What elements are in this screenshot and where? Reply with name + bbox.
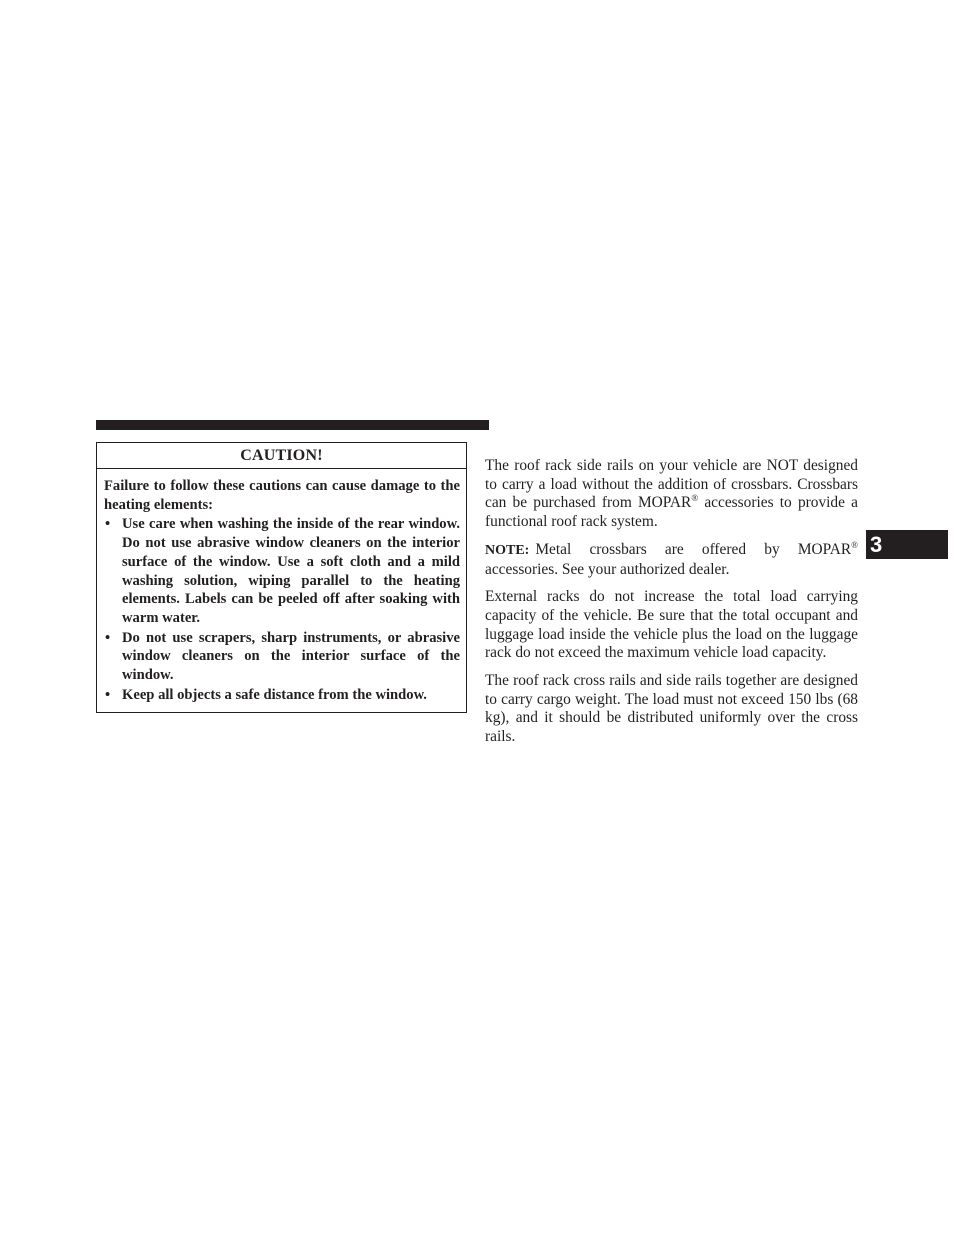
- paragraph-cross-rails: The roof rack cross rails and side rails together are designed to carry cargo weight. The load must not exceed 150 lbs (68 kg), and it should be distributed uniformly over the cross rails.: [485, 672, 858, 746]
- bullet-icon: •: [105, 516, 111, 533]
- paragraph-side-rails-b: accessories to provide a functional roof rack system.: [485, 494, 858, 531]
- paragraph-side-rails-a: The roof rack side rails on your vehicle are NOT designed to carry a load without the addition of crossbars. Crossbars can be purchased from MOPAR: [485, 457, 858, 512]
- caution-item: [104, 515, 460, 627]
- caution-item: [104, 629, 460, 685]
- caution-intro: Failure to follow these cautions can cause damage to the heating elements:: [104, 478, 460, 513]
- caution-item-text: Keep all objects a safe distance from the window.: [122, 686, 427, 703]
- caution-title: CAUTION!: [97, 443, 466, 469]
- chapter-tab: [866, 530, 948, 559]
- body-text-column: [485, 457, 858, 756]
- note-paragraph: [485, 541, 858, 579]
- note-text-a: Metal crossbars are offered by MOPAR: [535, 540, 852, 558]
- note-label: NOTE:: [485, 542, 530, 558]
- bullet-icon: •: [105, 629, 111, 646]
- caution-item-text: Use care when washing the inside of the rear window. Do not use abrasive window cleaners on the interior surface of the window. Use a soft cloth and a mild washing solution, wiping parallel to the heating elements. Labels can be peeled off after soaking with warm water.: [122, 516, 460, 626]
- caution-body: [97, 469, 466, 704]
- paragraph-external-racks: External racks do not increase the total load carrying capacity of the vehicle. Be sure that the total occupant and luggage load inside the vehicle plus the load on the luggage rack do not exceed the maximum vehicle load capacity.: [485, 588, 858, 662]
- registered-mark: ®: [691, 493, 699, 504]
- caution-item: [104, 686, 460, 705]
- caution-item-text: Do not use scrapers, sharp instruments, or abrasive window cleaners on the interior surface of the window.: [122, 629, 460, 684]
- note-text-b: accessories. See your authorized dealer.: [485, 560, 730, 578]
- chapter-number: 3: [870, 532, 883, 557]
- caution-box: [96, 442, 467, 713]
- registered-mark: ®: [851, 539, 858, 550]
- caution-list: [104, 515, 460, 704]
- bullet-icon: •: [105, 686, 111, 703]
- paragraph-side-rails: [485, 457, 858, 532]
- section-rule: [96, 420, 489, 430]
